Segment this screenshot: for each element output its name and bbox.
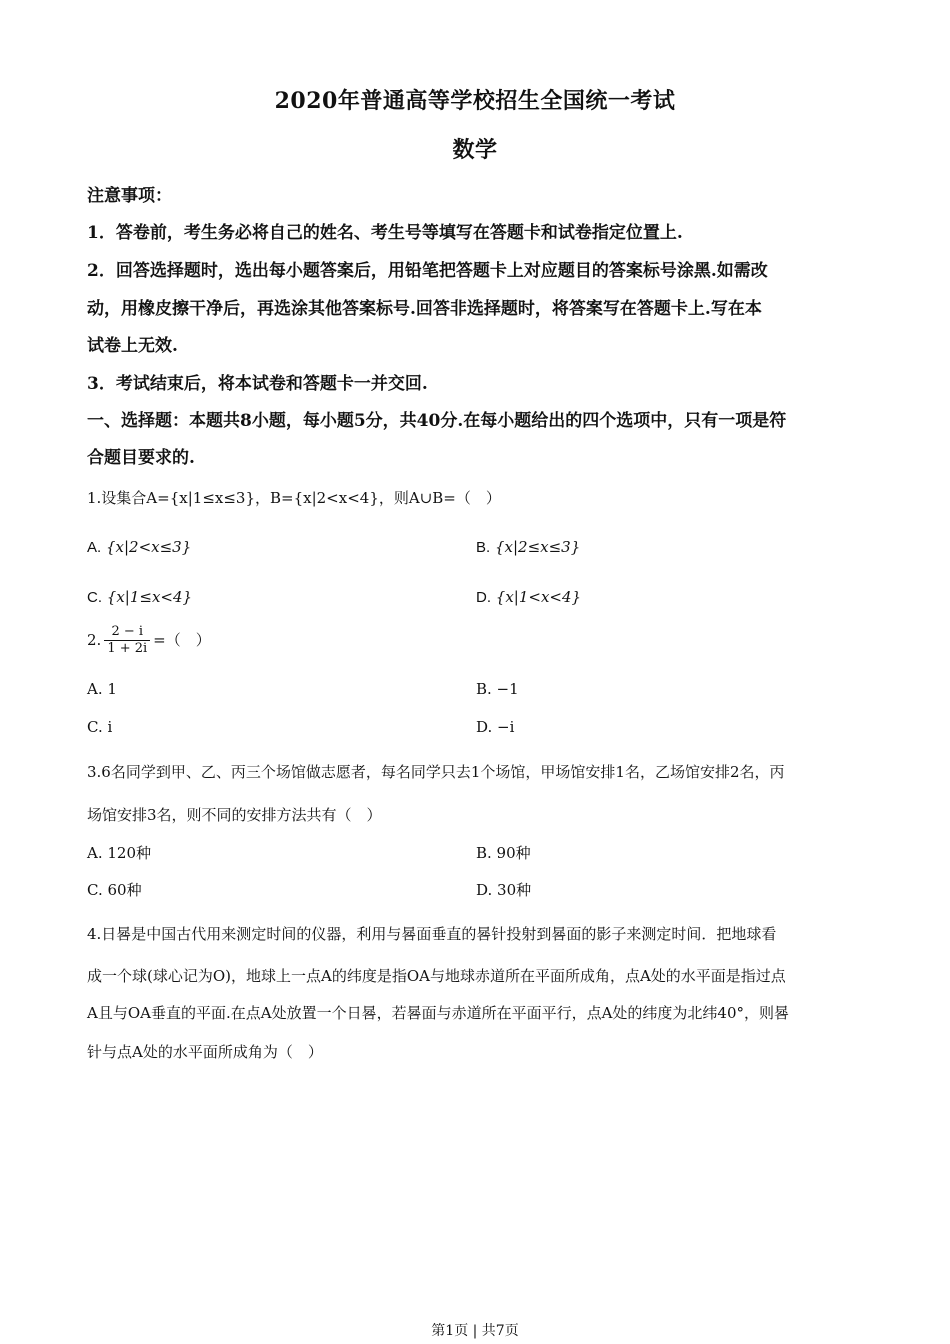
question-4-line-4: 针与点A处的水平面所成角为（ ） [87,1043,323,1061]
question-3-option-a: A. 120种 [87,844,151,862]
question-3-line-2: 场馆安排3名，则不同的安排方法共有（ ） [87,806,382,824]
fraction-numerator: 2 − i [104,624,150,641]
notice-heading: 注意事项： [87,186,172,206]
notice-item-2-line-2: 动，用橡皮擦干净后，再选涂其他答案标号.回答非选择题时，将答案写在答题卡上.写在本 [87,299,762,319]
question-1-option-c [87,588,192,606]
question-2-fraction [104,624,150,658]
section-heading-line-2: 合题目要求的. [87,448,195,468]
question-4-line-3: A且与OA垂直的平面.在点A处放置一个日晷，若晷面与赤道所在平面平行，点A处的纬度为北纬40°，则晷 [87,1004,789,1022]
exam-subject: 数学 [452,137,498,163]
question-3-option-b: B. 90种 [476,844,531,862]
option-text: {x|1≤x<4} [106,588,193,606]
question-3-option-d: D. 30种 [476,881,532,899]
question-2-stem [87,624,211,658]
notice-item-2-line-1: 2．回答选择题时，选出每小题答案后，用铅笔把答题卡上对应题目的答案标号涂黑.如需改 [87,261,768,281]
option-label: B. [476,539,491,556]
notice-item-2-line-3: 试卷上无效. [87,336,178,356]
question-3-option-c: C. 60种 [87,881,142,899]
option-label: A. [87,539,102,556]
notice-item-3: 3．考试结束后，将本试卷和答题卡一并交回. [87,374,428,394]
section-heading-line-1: 一、选择题：本题共8小题，每小题5分，共40分.在每小题给出的四个选项中，只有一项是符 [87,411,787,431]
option-text: {x|2<x≤3} [105,538,192,556]
option-text: {x|1<x<4} [495,588,582,606]
question-4-line-1: 4.日晷是中国古代用来测定时间的仪器，利用与晷面垂直的晷针投射到晷面的影子来测定时间．把地球看 [87,925,777,943]
question-2-option-c: C. i [87,718,113,736]
option-label: D. [476,589,491,606]
question-2-number: 2. [87,630,102,649]
question-4-line-2: 成一个球(球心记为O)，地球上一点A的纬度是指OA与地球赤道所在平面所成角，点A处的水平面是指过点 [87,967,786,985]
notice-item-1: 1．答卷前，考生务必将自己的姓名、考生号等填写在答题卡和试卷指定位置上. [87,223,683,243]
question-1-option-a [87,538,191,556]
question-2-tail: =（ ） [153,630,211,649]
page-number: 第1页 | 共7页 [431,1323,519,1339]
option-label: C. [87,589,102,606]
question-1-stem: 1.设集合A={x|1≤x≤3}，B={x|2<x<4}，则A∪B=（ ） [87,489,501,507]
exam-title: 2020年普通高等学校招生全国统一考试 [274,88,676,114]
question-1-option-d [476,588,581,606]
option-text: {x|2≤x≤3} [494,538,581,556]
fraction-denominator: 1 + 2i [107,641,148,657]
question-1-option-b [476,538,580,556]
question-3-line-1: 3.6名同学到甲、乙、丙三个场馆做志愿者，每名同学只去1个场馆，甲场馆安排1名，乙场馆安排2名，丙 [87,763,785,781]
question-2-option-a: A. 1 [87,680,117,698]
question-2-option-b: B. −1 [476,680,519,698]
question-2-option-d: D. −i [476,718,515,736]
